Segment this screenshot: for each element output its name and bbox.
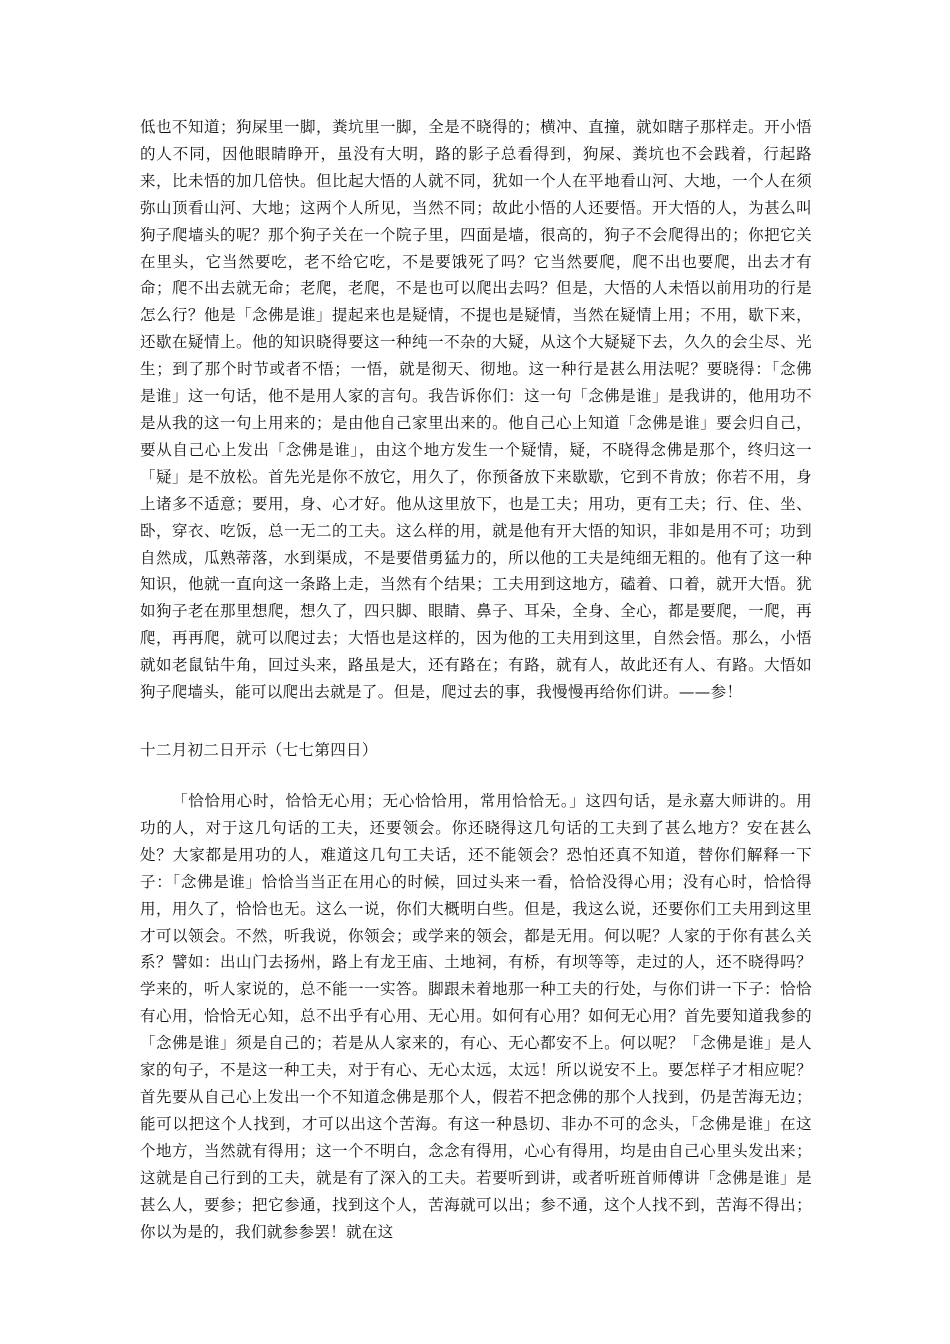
body-paragraph: 「恰恰用心时，恰恰无心用；无心恰恰用，常用恰恰无。」这四句话，是永嘉大师讲的。用功的人，对于这几句话的工夫，还要领会。你还晓得这几句话的工夫到了甚么地方？安在甚么处？大家都是用功的人，难道这几句工夫话，还不能领会？恐怕还真不知道，替你们解释一下子：「念佛是谁」恰恰当当正在用心的时候，回过头来一看，恰恰没得心用；没有心时，恰恰得用，用久了，恰恰也无。这么一说，你们大概明白些。但是，我这么说，还要你们工夫用到这里才可以领会。不然，听我说，你领会；或学来的领会，都是无用。何以呢？人家的于你有甚么关系？譬如：出山门去扬州，路上有龙王庙、土地祠，有桥，有坝等等，走过的人，还不晓得吗？学来的，听人家说的，总不能一一实答。脚跟未着地那一种工夫的行处，与你们讲一下子：恰恰有心用，恰恰无心知，总不出乎有心用、无心用。如何有心用？如何无心用？首先要知道我参的「念佛是谁」须是自己的；若是从人家来的，有心、无心都安不上。何以呢？「念佛是谁」是人家的句子，不是这一种工夫，对于有心、无心太远，太远！所以说安不上。要怎样子才相应呢？首先要从自己心上发出一个不知道念佛是那个人，假若不把念佛的那个人找到，仍是苦海无边；能可以把这个人找到，才可以出这个苦海。有这一种恳切、非办不可的念头，「念佛是谁」在这个地方，当然就有得用；这一个不明白，念念有得用，心心有得用，均是由自己心里头发出来；这就是自己行到的工夫，就是有了深入的工夫。若要听到讲，或者听班首师傅讲「念佛是谁」是甚么人，要参；把它参通，找到这个人，苦海就可以出；参不通，这个人找不到，苦海不得出；你以为是的，我们就参参罢！就在这 (140, 792, 812, 1241)
section-heading: 十二月初二日开示（七七第四日） (140, 741, 378, 759)
body-paragraph-continued: 低也不知道；狗屎里一脚，粪坑里一脚，全是不晓得的；横冲、直撞，就如瞎子那样走。开小悟的人不同，因他眼睛睁开，虽没有大明，路的影子总看得到，狗屎、粪坑也不会践着，行起路来，比未悟的加几倍快。但比起大悟的人就不同，犹如一个人在平地看山河、大地，一个人在须弥山顶看山河、大地；这两个人所见，当然不同；故此小悟的人还要悟。开大悟的人，为甚么叫狗子爬墙头的呢？那个狗子关在一个院子里，四面是墙，很高的，狗子不会爬得出的；你把它关在里头，它当然要吃，老不给它吃，不是要饿死了吗？它当然要爬，爬不出也要爬，出去才有命；爬不出去就无命；老爬，老爬，不是也可以爬出去吗？但是，大悟的人未悟以前用功的行是怎么行？他是「念佛是谁」提起来也是疑情，不提也是疑情，当然在疑情上用；不用，歇下来，还歇在疑情上。他的知识晓得要这一种纯一不杂的大疑，从这个大疑疑下去，久久的会尘尽、光生；到了那个时节或者不悟；一悟，就是彻天、彻地。这一种行是甚么用法呢？要晓得：「念佛是谁」这一句话，他不是用人家的言句。我告诉你们：这一句「念佛是谁」是我讲的，他用功不是从我的这一句上用来的；是由他自己家里出来的。他自己心上知道「念佛是谁」要会归自己，要从自己心上发出「念佛是谁」，由这个地方发生一个疑情，疑，不晓得念佛是那个，终归这一「疑」是不放松。首先光是你不放它，用久了，你预备放下来歇歇，它到不肯放；你若不用，身上诸多不适意；要用，身、心才好。他从这里放下，也是工夫；用功，更有工夫；行、住、坐、卧，穿衣、吃饭，总一无二的工夫。这么样的用，就是他有开大悟的知识，非如是用不可；功到自然成，瓜熟蒂落，水到渠成，不是要借勇猛力的，所以他的工夫是纯细无粗的。他有了这一种知识，他就一直向这一条路上走，当然有个结果；工夫用到这地方，磕着、口着，就开大悟。犹如狗子老在那里想爬，想久了，四只脚、眼睛、鼻子、耳朵，全身、全心，都是要爬，一爬，再爬，再再爬，就可以爬过去；大悟也是这样的，因为他的工夫用到这里，自然会悟。那么，小悟就如老鼠钻牛角，回过头来，路虽是大，还有路在；有路，就有人，故此还有人、有路。大悟如狗子爬墙头，能可以爬出去就是了。但是，爬过去的事，我慢慢再给你们讲。——参！ (140, 118, 812, 702)
